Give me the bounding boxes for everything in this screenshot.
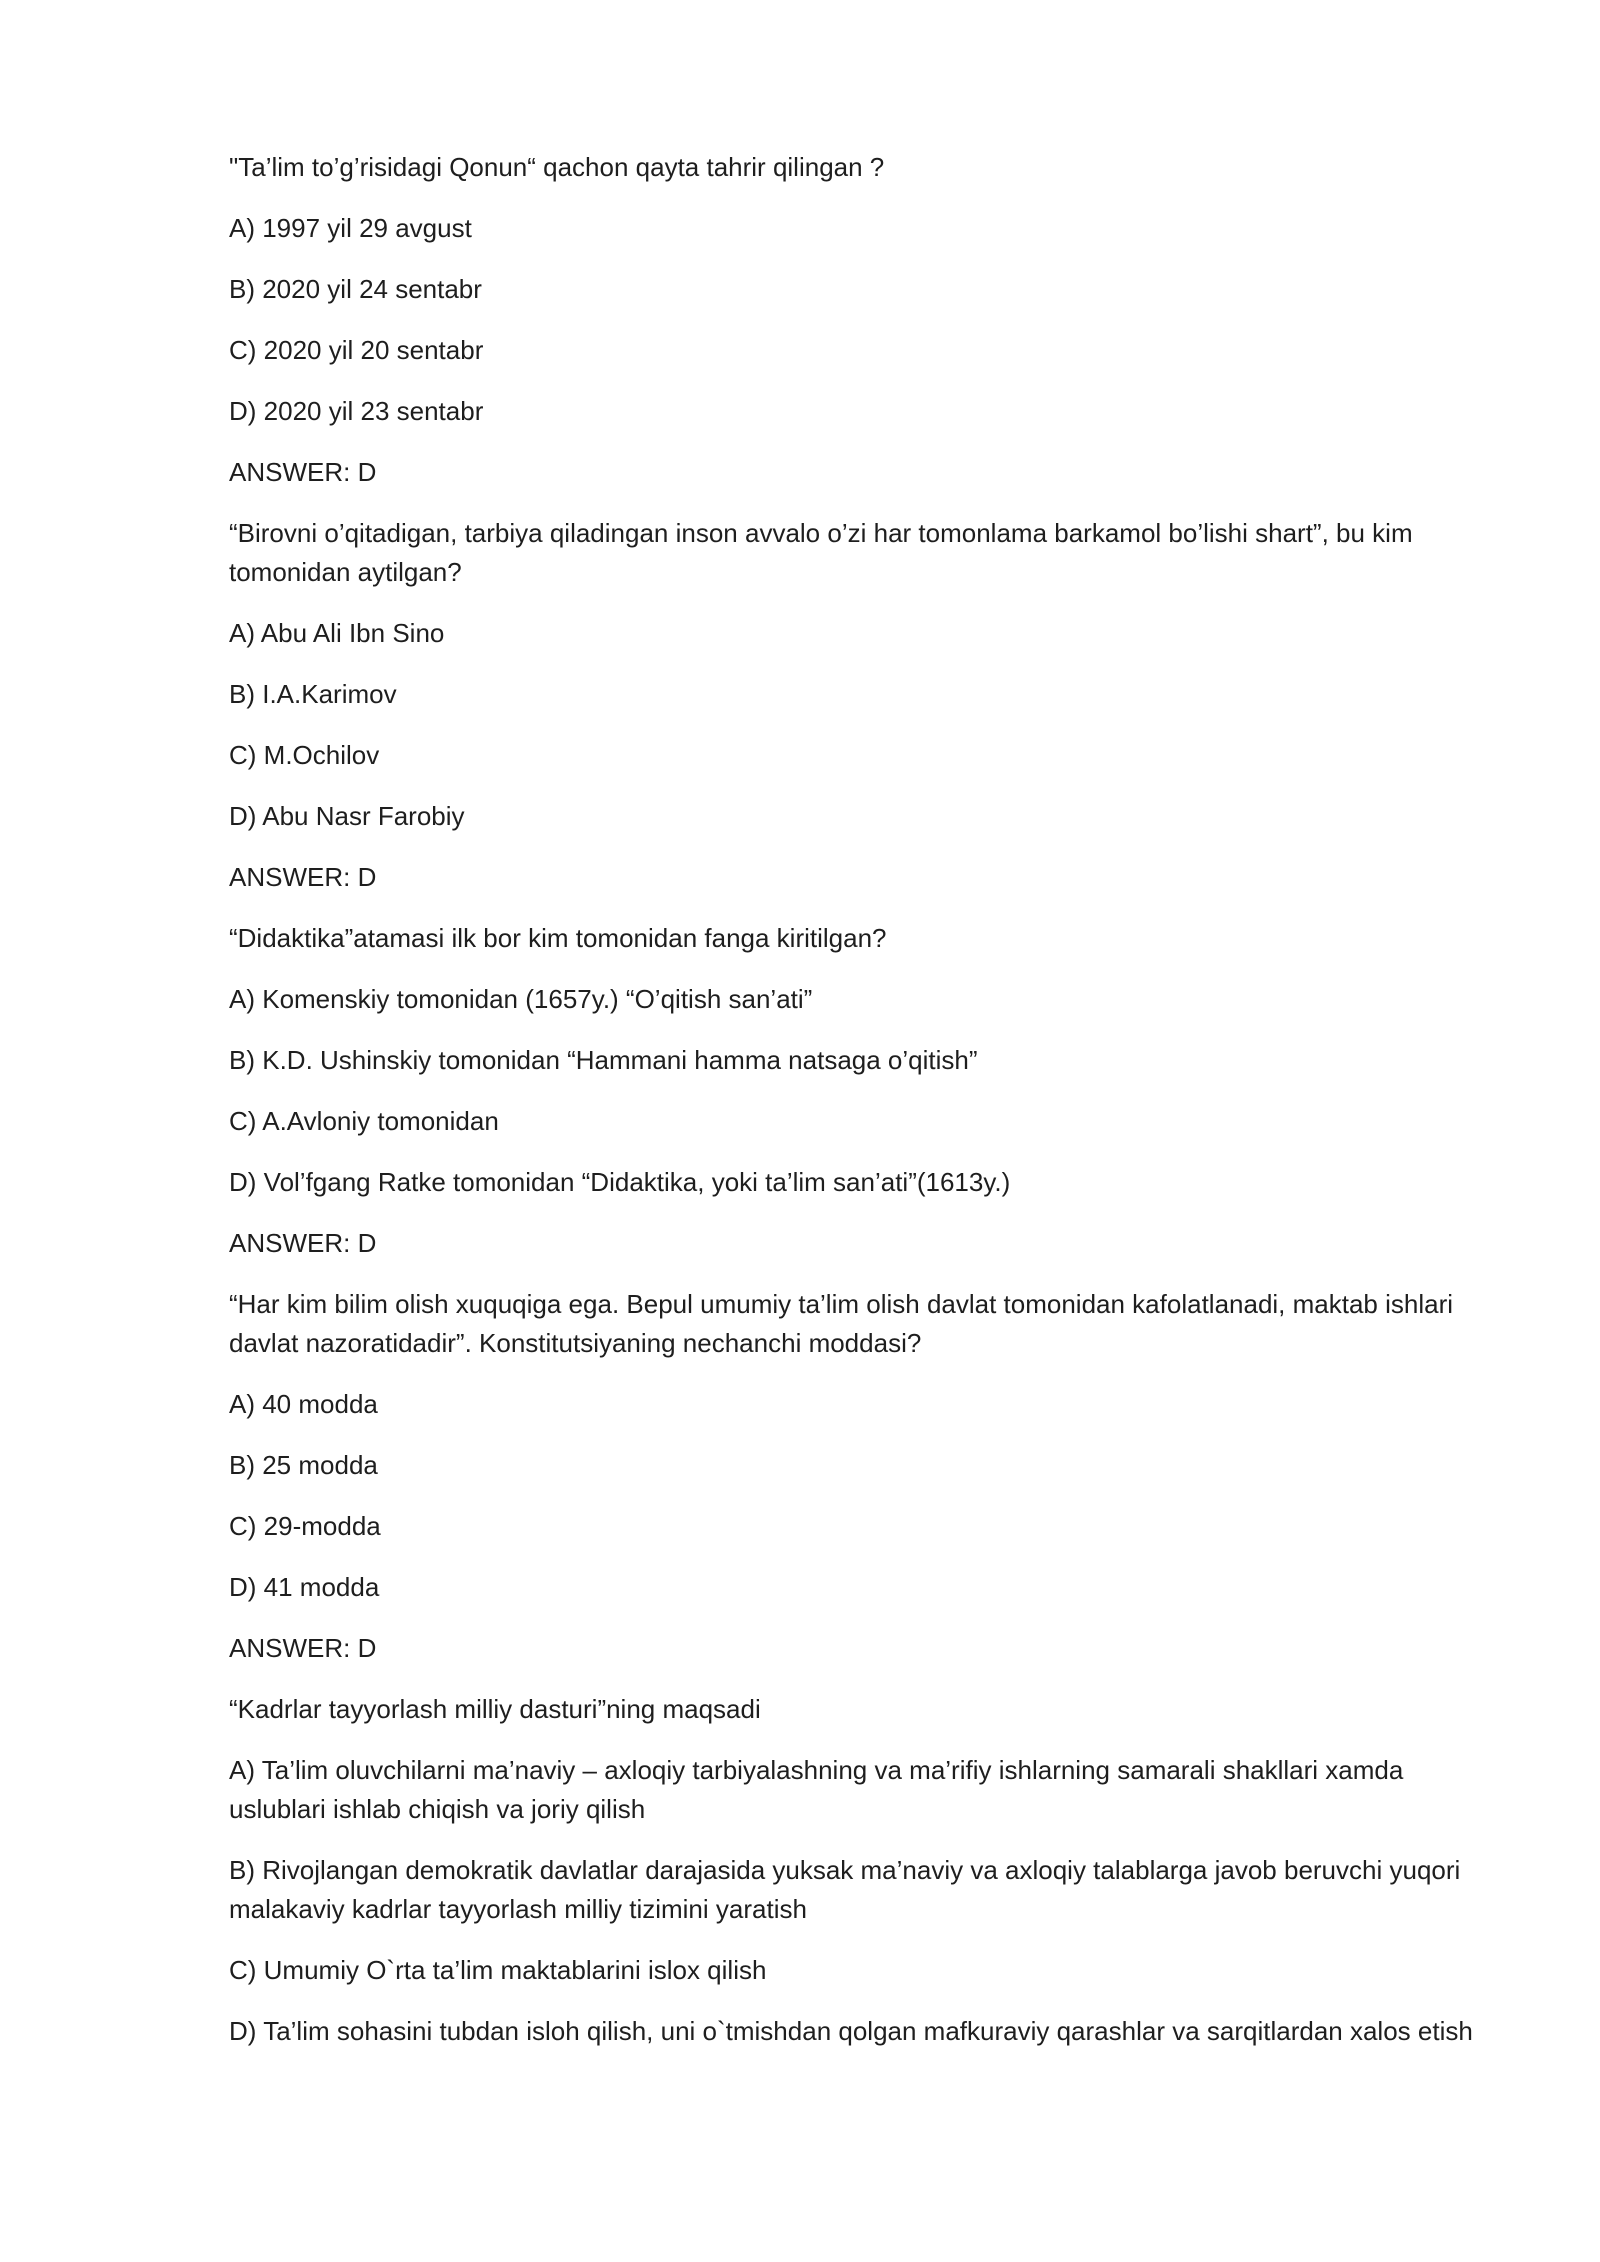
- question-block-2: [229, 514, 1501, 897]
- answer-line: ANSWER: D: [229, 1228, 377, 1258]
- option-a: A) Abu Ali Ibn Sino: [229, 618, 445, 648]
- option-b: B) K.D. Ushinskiy tomonidan “Hammani hamma natsaga o’qitish”: [229, 1045, 978, 1075]
- question-text: "Ta’lim to’g’risidagi Qonun“ qachon qayta tahrir qilingan ?: [229, 152, 885, 182]
- answer-line: ANSWER: D: [229, 457, 377, 487]
- option-d: D) 41 modda: [229, 1572, 380, 1602]
- answer-line: ANSWER: D: [229, 862, 377, 892]
- question-block-3: [229, 919, 1501, 1263]
- option-a: A) 1997 yil 29 avgust: [229, 213, 472, 243]
- document-page: [229, 148, 1501, 2073]
- option-a: A) 40 modda: [229, 1389, 378, 1419]
- option-b: B) I.A.Karimov: [229, 679, 397, 709]
- answer-line: ANSWER: D: [229, 1633, 377, 1663]
- option-b: B) Rivojlangan demokratik davlatlar darajasida yuksak ma’naviy va axloqiy talablarga javob beruvchi yuqori malakaviy kadrlar tayyorlash milliy tizimini yaratish: [229, 1855, 1461, 1924]
- option-a: A) Komenskiy tomonidan (1657y.) “O’qitish san’ati”: [229, 984, 813, 1014]
- question-block-4: [229, 1285, 1501, 1668]
- question-text: “Har kim bilim olish xuquqiga ega. Bepul umumiy ta’lim olish davlat tomonidan kafolatlanadi, maktab ishlari davlat nazoratidadir”. Konstitutsiyaning nechanchi moddasi?: [229, 1289, 1454, 1358]
- option-c: C) A.Avloniy tomonidan: [229, 1106, 499, 1136]
- question-block-1: [229, 148, 1501, 492]
- option-b: B) 25 modda: [229, 1450, 378, 1480]
- option-c: C) 29-modda: [229, 1511, 381, 1541]
- option-d: D) 2020 yil 23 sentabr: [229, 396, 484, 426]
- option-b: B) 2020 yil 24 sentabr: [229, 274, 482, 304]
- option-a: A) Ta’lim oluvchilarni ma’naviy – axloqiy tarbiyalashning va ma’rifiy ishlarning samarali shakllari xamda uslublari ishlab chiqish va joriy qilish: [229, 1755, 1404, 1824]
- question-text: “Didaktika”atamasi ilk bor kim tomonidan fanga kiritilgan?: [229, 923, 887, 953]
- option-c: C) Umumiy O`rta ta’lim maktablarini islox qilish: [229, 1955, 767, 1985]
- question-text: “Birovni o’qitadigan, tarbiya qiladingan inson avvalo o’zi har tomonlama barkamol bo’lishi shart”, bu kim tomonidan aytilgan?: [229, 518, 1413, 587]
- option-c: C) 2020 yil 20 sentabr: [229, 335, 484, 365]
- option-d: D) Vol’fgang Ratke tomonidan “Didaktika, yoki ta’lim san’ati”(1613y.): [229, 1167, 1011, 1197]
- option-d: D) Ta’lim sohasini tubdan isloh qilish, uni o`tmishdan qolgan mafkuraviy qarashlar va sarqitlardan xalos etish: [229, 2016, 1473, 2046]
- question-block-5: [229, 1690, 1501, 2051]
- question-text: “Kadrlar tayyorlash milliy dasturi”ning maqsadi: [229, 1694, 761, 1724]
- option-d: D) Abu Nasr Farobiy: [229, 801, 465, 831]
- option-c: C) M.Ochilov: [229, 740, 380, 770]
